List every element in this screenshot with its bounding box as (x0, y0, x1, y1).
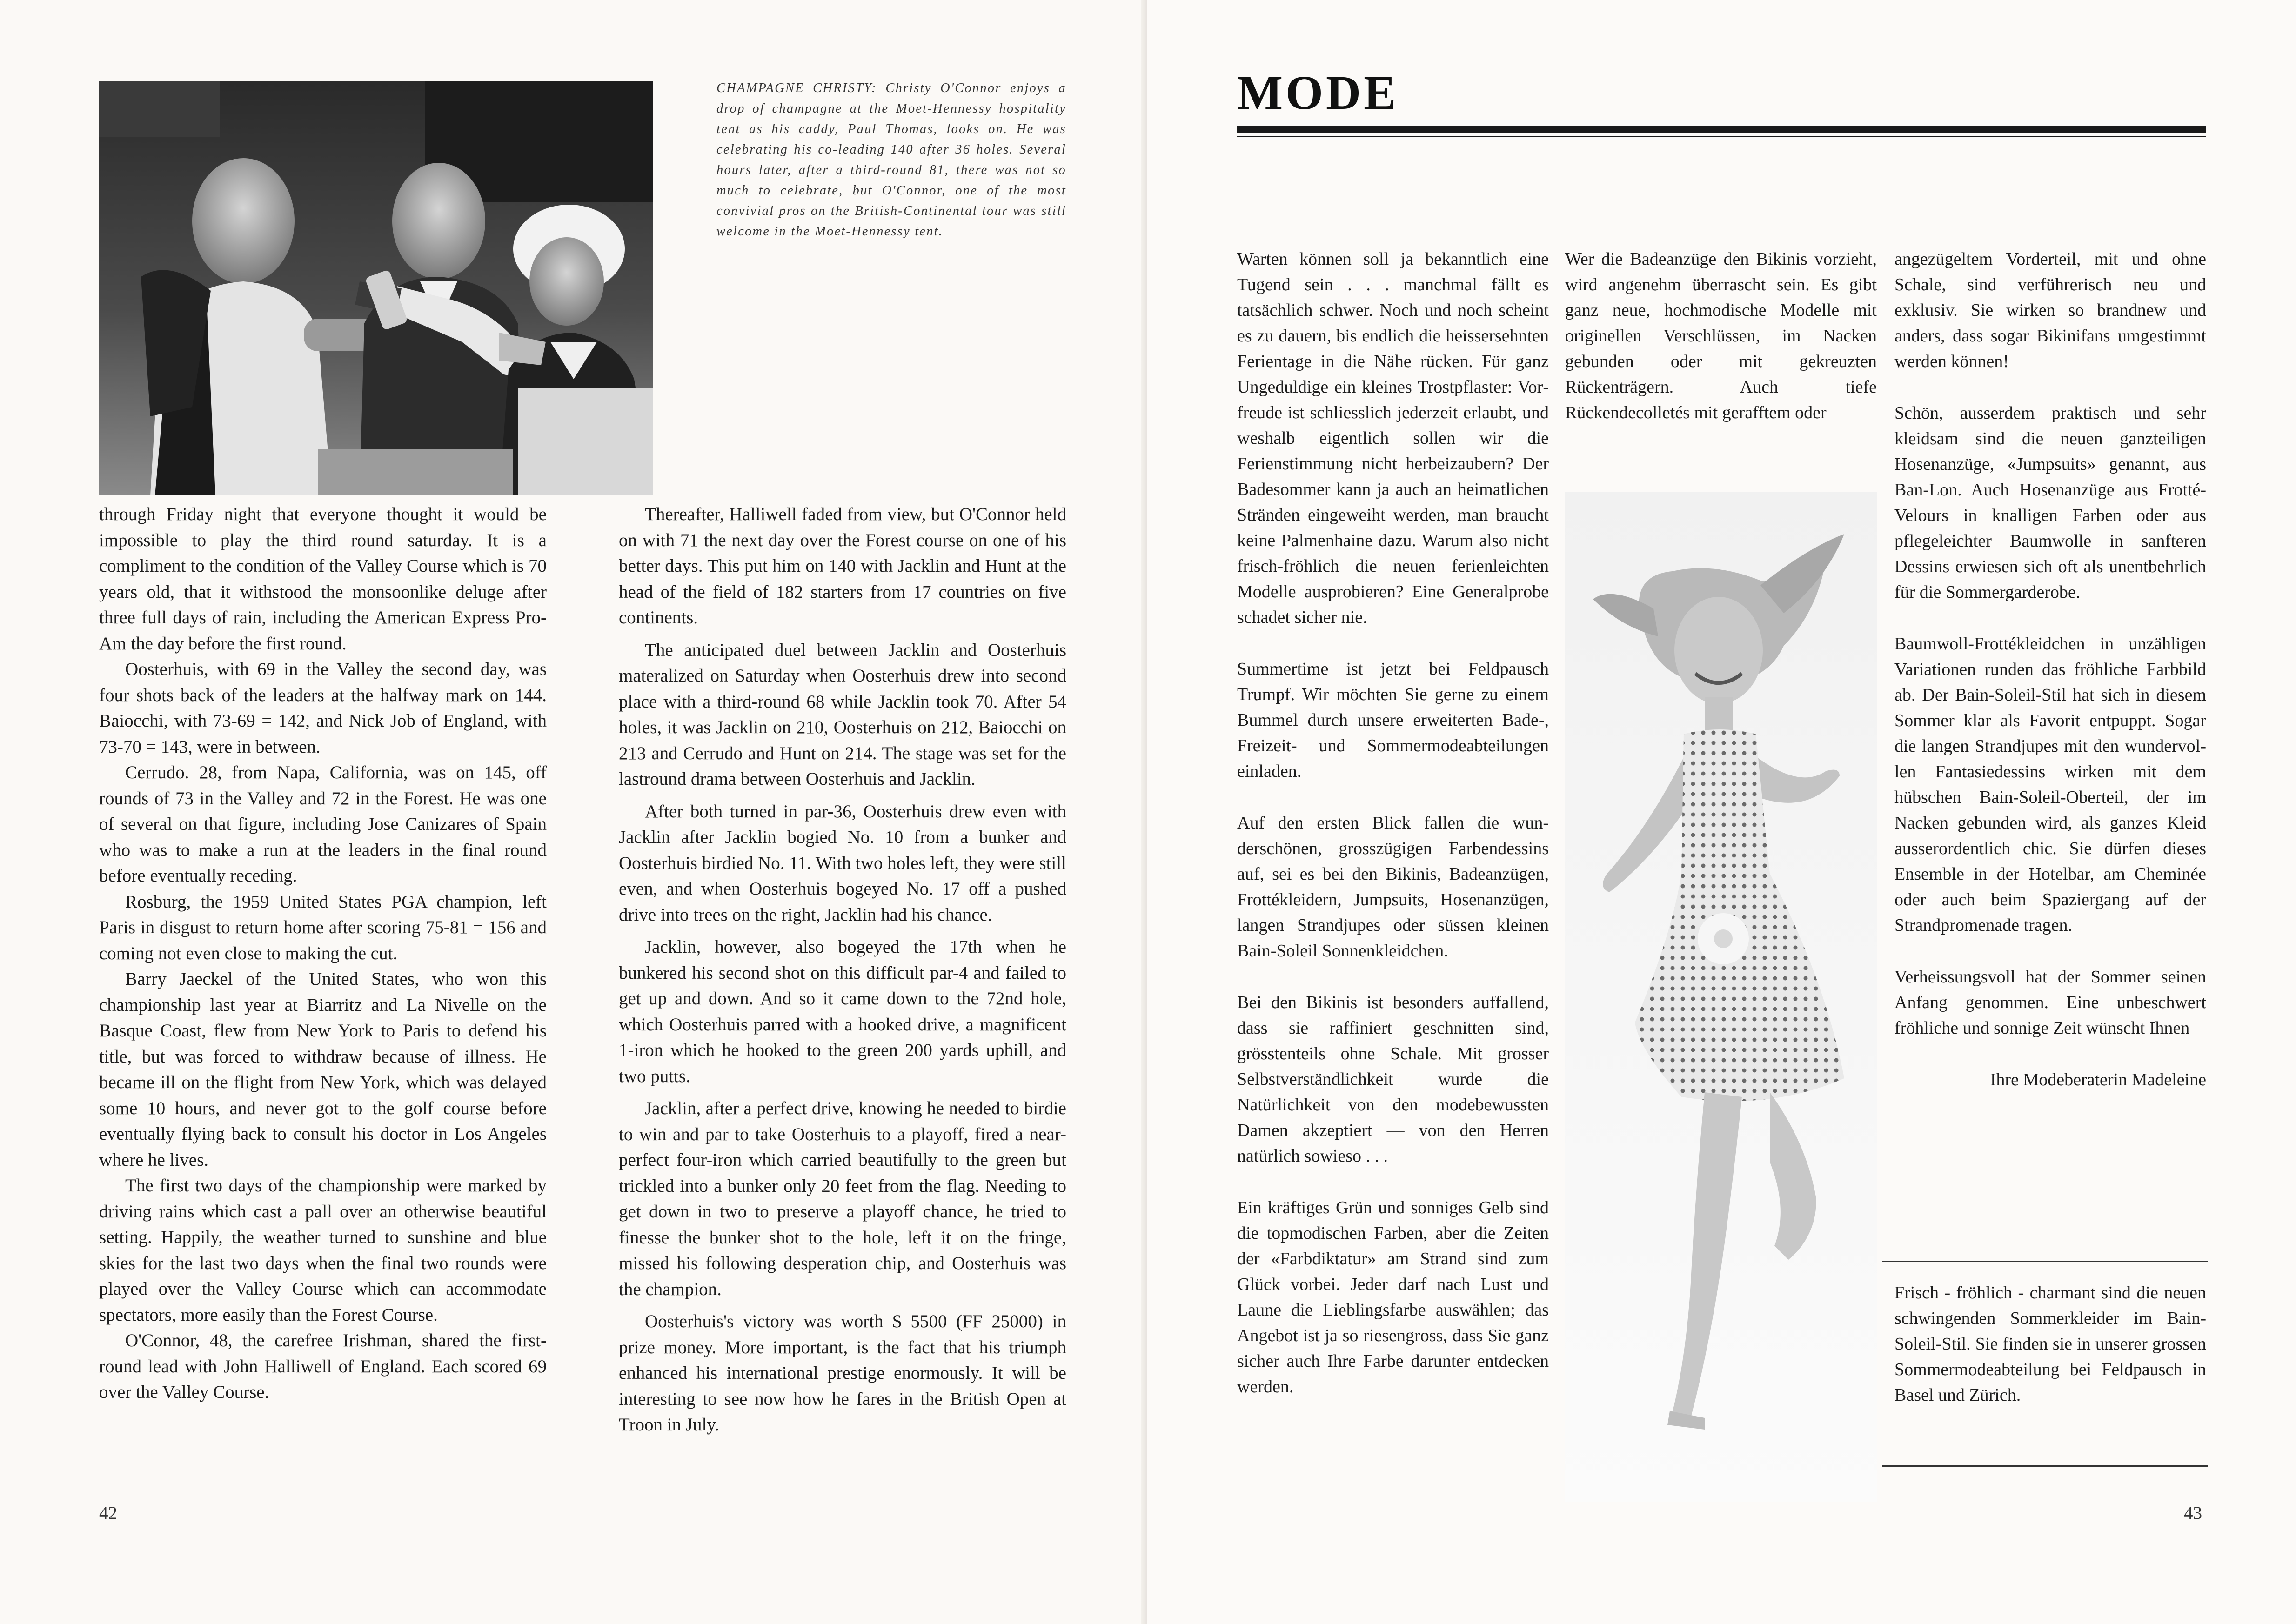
paragraph: The first two days of the championship were marked by driving rains which cast a pall over an otherwise beautiful setting. Happily, the weather turned to sunshine and blue skies for the last two days when the final two rounds were played over the Valley Course which can accommodate spectators, more easily than the Forest Course. (99, 1176, 547, 1325)
paragraph: The anticipated duel between Jacklin and Oosterhuis materalized on Saturday when Oosterhuis drew into second place with a third-round 68 while Jacklin took 70. After 54 holes, it was Jacklin on 210, Oosterhuis on 212, Baiocchi on 213 and Cerrudo and Hunt on 214. The stage was set for the lastround drama between Oosterhuis and Jacklin. (619, 640, 1066, 789)
note-text: Frisch - fröhlich - charmant sind die neuen schwingenden Sommerkleider im Bain-Soleil-Stil. Sie finden sie in unserer grossen Sommermodeabteilung bei Feldpausch in Basel und Zürich. (1894, 1283, 2206, 1405)
article-column-2 (619, 501, 1066, 1438)
fashion-photo-image (1565, 492, 1877, 1502)
paragraph: Schön, ausserdem praktisch und sehr kleidsam sind die neuen ganzteiligen Hosenanzüge, «Jumpsuits» genannt, aus Ban-Lon. Auch Hosenanzüge aus Frotté-Velours in knalligen Farben oder aus pflegeleichter Baumwolle in sanfteren Dessins erwiesen sich oft als unentbehrlich für die Sommergarderobe. (1894, 403, 2206, 602)
paragraph: Warten können soll ja bekanntlich eine Tugend sein . . . manchmal fällt es tatsächlich schwer. Noch und noch scheint es zu dauern, bis endlich die heissersehnten Ferientage in die Nähe rücken. Für ganz Ungeduldige ein kleines Trostpflaster: Vorfreude ist schliesslich jederzeit erlaubt, und weshalb eigentlich sollen wir die Ferienstimmung nicht herbeizaubern? Der Badesommer kann ja auch an heimatlichen Stränden eingeweiht werden, man braucht keine Palmenhaine dazu. Warum also nicht frisch-fröhlich die neuen ferienleichten Modelle ausprobieren? Eine Generalprobe schadet sicher nie. (1237, 249, 1549, 627)
heading-rule-thin (1237, 136, 2206, 137)
paragraph: After both turned in par-36, Oosterhuis drew even with Jacklin after Jacklin bogied No. 10 from a bunker and Oosterhuis birdied No. 11. With two holes left, they were still even, and when Oosterhuis bogeyed No. 17 off a pushed drive into trees on the right, Jacklin had his chance. (619, 801, 1066, 925)
section-heading: MODE (1237, 66, 1399, 120)
paragraph: Wer die Badeanzüge den Bikinis vorzieht, wird angenehm überrascht sein. Es gibt ganz neue, hochmodische Modelle mit originellen Verschlüssen, im Nacken gebunden oder mit gekreuzten Rückenträgern. Auch tiefe Rückendecolletés mit gerafftem oder (1565, 249, 1877, 422)
paragraph: Summertime ist jetzt bei Feldpausch Trumpf. Wir möchten Sie gerne zu einem Bummel durch unsere erweiterten Bade-, Freizeit- und Sommermodeabteilungen einladen. (1237, 659, 1549, 781)
signature: Ihre Modeberaterin Madeleine (1990, 1070, 2206, 1089)
heading-rule (1237, 126, 2206, 133)
note-top-rule (1882, 1261, 2208, 1262)
mode-column-3 (1894, 247, 2206, 1119)
paragraph: Verheissungsvoll hat der Sommer seinen Anfang genommen. Eine unbeschwert fröhliche und sonnige Zeit wünscht Ihnen (1894, 967, 2206, 1038)
mode-column-2 (1565, 247, 1877, 426)
champagne-photo-image (99, 81, 653, 495)
article-column-1 (99, 501, 547, 1405)
paragraph: Baumwoll-Frottékleidchen in unzähligen Variationen runden das fröhliche Farbbild ab. Der Bain-Soleil-Stil hat sich in diesem Sommer klar als Favorit entpuppt. Sogar die langen Strandjupes mit den wundervollen Fantasiedessins wirken mit dem hübschen Bain-Soleil-Oberteil, der im Nacken gebunden wird, als ganzes Kleid ausserordentlich chic. Sie dürfen dieses Ensemble in der Hotelbar, am Cheminée oder auch beim Spaziergang auf der Strandpromenade tragen. (1894, 634, 2206, 935)
paragraph: Auf den ersten Blick fallen die wunderschönen, grosszügigen Farbendessins auf, sei es bei den Bikinis, Badeanzügen, Frottékleidern, Jumpsuits, Hosenanzügen, langen Strandjupes oder süssen kleinen Bain-Soleil Sonnenkleidchen. (1237, 813, 1549, 961)
paragraph: Oosterhuis's victory was worth $ 5500 (FF 25000) in prize money. More important, is the fact that his triumph enhanced his international prestige enormously. It will be interesting to see now how he fares in the British Open at Troon in July. (619, 1311, 1066, 1435)
paragraph: Ein kräftiges Grün und sonniges Gelb sind die topmodischen Farben, aber die Zeiten der «Farbdiktatur» am Strand sind zum Glück vorbei. Jeder darf nach Lust und Laune die Lieblingsfarbe auswählen; das Angebot ist ja so riesengross, dass Sie ganz sicher auch Ihre Farbe darunter entdecken werden. (1237, 1198, 1549, 1397)
paragraph: Jacklin, after a perfect drive, knowing he needed to birdie to win and par to take Oosterhuis to a playoff, fired a near-perfect four-iron which carried beautifully to the green but trickled into a bunker only 20 feet from the flag. Needing to get down in two to preserve a playoff chance, he tried to finesse the bunker shot to the hole, left it on the fringe, missed his following desperation chip, and Oosterhuis was the champion. (619, 1098, 1066, 1299)
paragraph: angezügeltem Vorderteil, mit und ohne Schale, sind verführerisch neu und exklusiv. Sie wirken so brandnew und anders, dass sogar Bikinifans umgestimmt werden können! (1894, 249, 2206, 371)
paragraph: Jacklin, however, also bogeyed the 17th when he bunkered his second shot on this difficult par-4 and failed to get up and down. And so it came down to the 72nd hole, which Oosterhuis parred with a hooked drive, a magnificent 1-iron which he hooked to the green 200 yards uphill, and two putts. (619, 937, 1066, 1086)
note-bottom-rule (1882, 1465, 2208, 1467)
boxed-note (1894, 1280, 2206, 1408)
paragraph: Thereafter, Halliwell faded from view, but O'Connor held on with 71 the next day over the Forest course on one of his better days. This put him on 140 with Jacklin and Hunt at the head of the field of 182 starters from 17 countries on five continents. (619, 504, 1066, 628)
paragraph: Bei den Bikinis ist besonders auffallend, dass sie raffiniert geschnitten sind, grösstenteils ohne Schale. Mit grosser Selbstverständlichkeit wurde die Natürlichkeit von den modebewussten Damen akzeptiert — von den Herren natürlich sowieso . . . (1237, 993, 1549, 1166)
left-page (0, 0, 1147, 1624)
photo-caption: CHAMPAGNE CHRISTY: Christy O'Connor enjoys a drop of champagne at the Moet-Hennessy hospitality tent as his caddy, Paul Thomas, looks on. He was celebrating his co-leading 140 after 36 holes. Several hours later, after a third-round 81, there was not so much to celebrate, but O'Connor, one of the most convivial pros on the British-Continental tour was still welcome in the Moet-Hennessy tent. (716, 81, 1066, 239)
paragraph: Rosburg, the 1959 United States PGA champion, left Paris in disgust to return home after scoring 75-81 = 156 and coming not even close to making the cut. (99, 891, 547, 963)
paragraph: through Friday night that everyone thought it would be impossible to play the third round saturday. It is a compliment to the condition of the Valley Course which is 70 years old, that it withstood the monsoonlike deluge after three full days of rain, including the American Express Pro-Am the day before the first round. (99, 504, 547, 654)
champagne-photo (99, 81, 653, 495)
paragraph: Cerrudo. 28, from Napa, California, was on 145, off rounds of 73 in the Valley and 72 in the Forest. He was one of several on that figure, including Jose Canizares of Spain who was to make a run at the leaders in the final round before eventually receding. (99, 762, 547, 886)
page-number-right: 43 (2184, 1503, 2202, 1523)
paragraph: Barry Jaeckel of the United States, who won this championship last year at Biarritz and La Nivelle on the Basque Coast, flew from New York to Paris to defend his title, but was forced to withdraw because of illness. He became ill on the flight from New York, which was delayed some 10 hours, and never got to the golf course before eventually flying back to consult his doctor in Los Angeles where he lives. (99, 969, 547, 1170)
page-number-left: 42 (99, 1503, 117, 1523)
paragraph: Oosterhuis, with 69 in the Valley the second day, was four shots back of the leaders at the halfway mark on 144. Baiocchi, with 73-69 = 142, and Nick Job of England, with 73-70 = 143, were in between. (99, 659, 547, 757)
fashion-photo (1565, 492, 1877, 1502)
paragraph: O'Connor, 48, the carefree Irishman, shared the first-round lead with John Halliwell of England. Each scored 69 over the Valley Course. (99, 1330, 547, 1402)
mode-column-1 (1237, 247, 1549, 1400)
